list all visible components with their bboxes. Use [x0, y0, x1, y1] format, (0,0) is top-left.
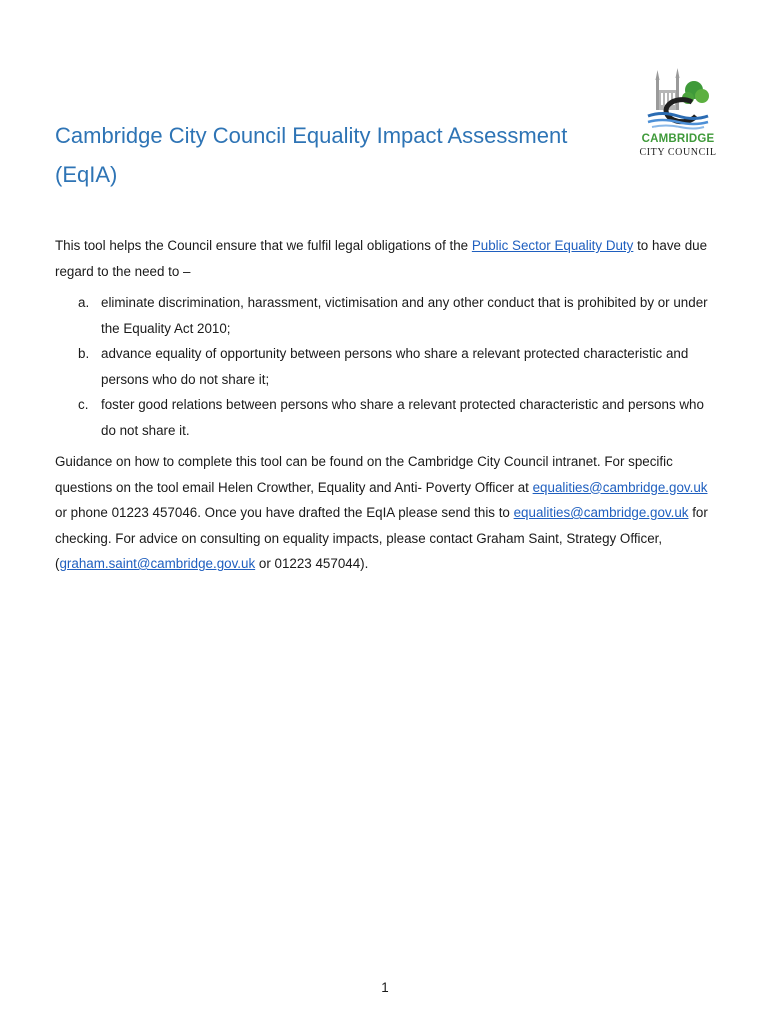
obligations-list	[78, 290, 718, 443]
intro-text-before: This tool helps the Council ensure that we fulfil legal obligations of the	[55, 238, 472, 253]
equalities-email-link[interactable]: equalities@cambridge.gov.uk	[532, 479, 708, 495]
list-marker: c.	[78, 397, 89, 412]
logo-text-city-council: CITY COUNCIL	[639, 147, 717, 158]
list-item-text: eliminate discrimination, harassment, victimisation and any other conduct that is prohibited by or under the Equality Act 2010;	[101, 295, 708, 336]
list-marker: a.	[78, 295, 90, 310]
guidance-text-2: or phone 01223 457046. Once you have drafted the EqIA please send this to	[55, 505, 514, 520]
guidance-paragraph	[55, 449, 715, 577]
list-item-text: foster good relations between persons who share a relevant protected characteristic and persons who do not share it.	[101, 397, 704, 438]
equalities-email-link-2[interactable]: equalities@cambridge.gov.uk	[513, 505, 689, 520]
public-sector-equality-duty-link[interactable]: Public Sector Equality Duty	[471, 238, 634, 253]
logo-text-cambridge: CAMBRIDGE	[641, 133, 715, 145]
intro-paragraph	[55, 233, 710, 284]
list-item-text: advance equality of opportunity between persons who share a relevant protected characteristic and persons who do not share it;	[101, 346, 689, 387]
list-item	[78, 392, 718, 443]
council-logo	[636, 66, 720, 162]
list-item	[78, 290, 718, 341]
list-marker: b.	[78, 346, 90, 361]
graham-saint-email-link[interactable]: graham.saint@cambridge.gov.uk	[59, 556, 256, 571]
guidance-text-1: Guidance on how to complete this tool can be found on the Cambridge City Council intranet. For specific questions on the tool email Helen Crowther, Equality and Anti- Poverty Officer at	[55, 454, 673, 495]
page-number: 1	[381, 980, 389, 995]
intro-text-after: to have due regard to the need to –	[55, 238, 708, 279]
council-crest-icon	[642, 66, 714, 130]
guidance-text-4: or 01223 457044).	[255, 556, 369, 571]
page-title: Cambridge City Council Equality Impact Assessment (EqIA)	[55, 123, 568, 187]
guidance-text-3: for checking. For advice on consulting on equality impacts, please contact Graham Saint, Strategy Officer, (	[55, 505, 708, 571]
list-item	[78, 341, 718, 392]
